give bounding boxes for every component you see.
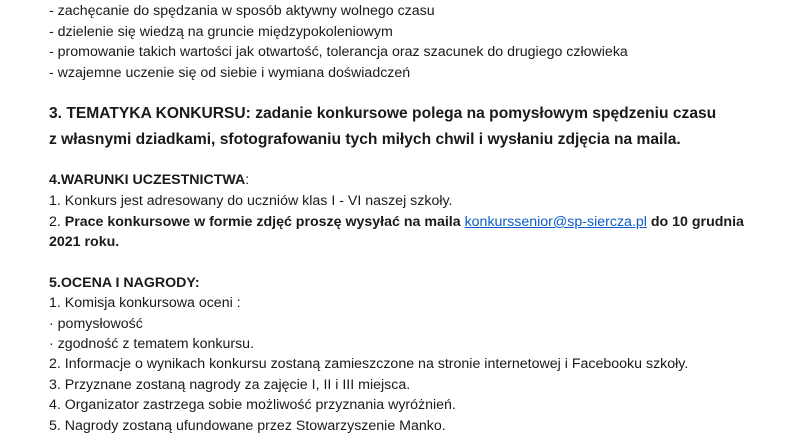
section4-item2-date: do 10 grudnia xyxy=(646,214,744,230)
intro-bullet: - dzielenie się wiedzą na gruncie międzypokoleniowym xyxy=(49,24,393,40)
section4-item2-prefix: 2. xyxy=(49,214,65,230)
section3-number: 3. xyxy=(49,105,63,122)
intro-bullet: - wzajemne uczenie się od siebie i wymiana doświadczeń xyxy=(49,65,411,81)
section4-heading-suffix: : xyxy=(245,172,250,188)
intro-bullet: - promowanie takich wartości jak otwartość, tolerancja oraz szacunek do drugiego człowieka xyxy=(49,44,628,60)
section3-text: TEMATYKA KONKURSU: zadanie konkursowe polega na pomysłowym spędzeniu czasu xyxy=(66,105,717,122)
section4-item2-line2: 2021 roku. xyxy=(49,234,120,250)
section5-item: 2. Informacje o wynikach konkursu zostaną zamieszczone na stronie internetowej i Facebooku szkoły. xyxy=(49,356,689,372)
section5-item: 1. Komisja konkursowa oceni : xyxy=(49,295,241,311)
section5-item: 4. Organizator zastrzega sobie możliwość przyznania wyróżnień. xyxy=(49,397,456,413)
section4-heading-line xyxy=(49,171,249,189)
section4-heading: 4.WARUNKI UCZESTNICTWA xyxy=(49,172,246,188)
section4-item2-text: Prace konkursowe w formie zdjęć proszę wysyłać na maila xyxy=(64,214,465,230)
section4-item1: 1. Konkurs jest adresowany do uczniów klas I - VI naszej szkoły. xyxy=(49,193,453,209)
intro-bullet: - zachęcanie do spędzania w sposób aktywny wolnego czasu xyxy=(49,3,435,19)
section3-line2: z własnymi dziadkami, sfotografowaniu tych miłych chwil i wysłaniu zdjęcia na maila. xyxy=(49,131,681,148)
section5-heading: 5.OCENA I NAGRODY: xyxy=(49,275,200,291)
section5-item: 3. Przyznane zostaną nagrody za zajęcie I, II i III miejsca. xyxy=(49,377,411,393)
email-link[interactable]: konkurssenior@sp-siercza.pl xyxy=(464,214,647,230)
section3-line1 xyxy=(49,104,716,124)
section4-item2 xyxy=(49,213,744,231)
section5-item: 5. Nagrody zostaną ufundowane przez Stowarzyszenie Manko. xyxy=(49,418,446,434)
section5-item: · zgodność z tematem konkursu. xyxy=(49,336,255,352)
section5-item: · pomysłowość xyxy=(49,316,143,332)
